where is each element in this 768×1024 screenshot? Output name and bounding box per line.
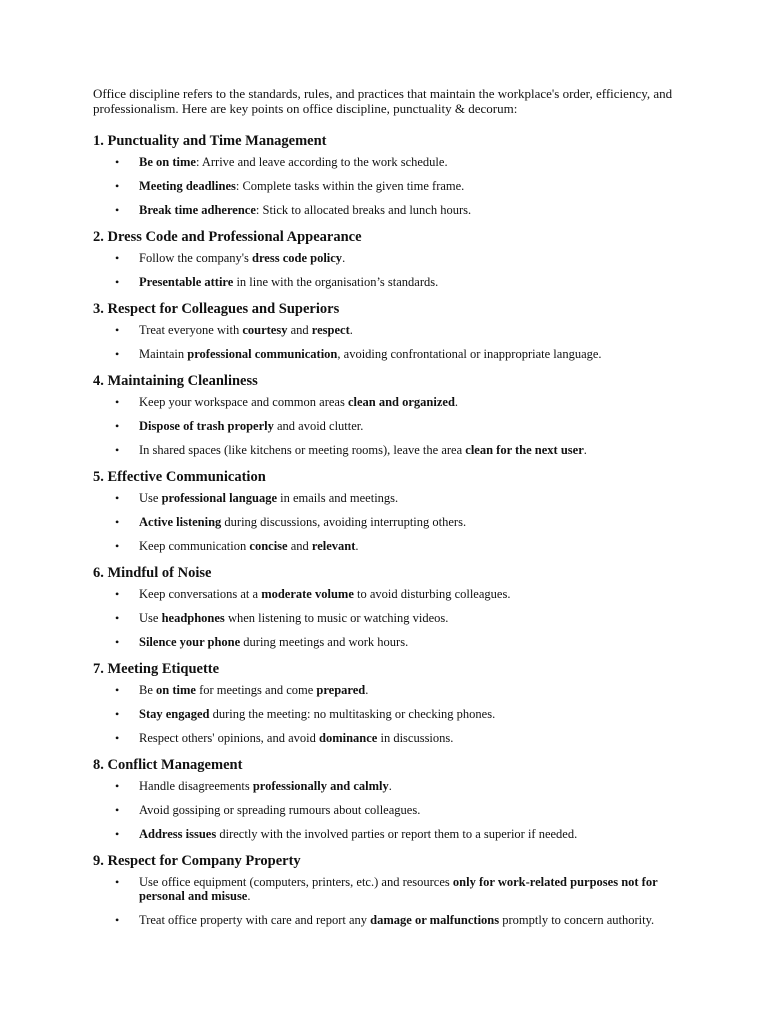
bullet-icon: • <box>115 779 120 793</box>
emphasis-text: Stay engaged <box>139 707 210 721</box>
list-item <box>93 348 683 362</box>
list-item <box>93 828 683 842</box>
bullet-icon: • <box>115 491 120 505</box>
bullet-list <box>93 252 683 290</box>
emphasis-text: prepared <box>316 683 366 697</box>
item-text: , avoiding confrontational or inappropriate language. <box>337 347 602 361</box>
list-item <box>93 876 683 903</box>
item-text: and avoid clutter. <box>273 419 364 433</box>
section-heading: 3. Respect for Colleagues and Superiors <box>93 301 340 317</box>
item-text: In shared spaces (like kitchens or meeting rooms), leave the area <box>139 443 466 457</box>
bullet-icon: • <box>115 707 120 721</box>
item-text: to avoid disturbing colleagues. <box>353 587 511 601</box>
item-text: . <box>342 251 346 265</box>
intro-paragraph: Office discipline refers to the standards, rules, and practices that maintain the workplace's order, efficiency, and professionalism. Here are key points on office discipline, punctuality & decorum: <box>93 86 673 116</box>
bullet-list <box>93 876 683 927</box>
list-item <box>93 914 683 928</box>
list-item <box>93 804 683 818</box>
emphasis-text: professional communication <box>187 347 338 361</box>
list-item <box>93 684 683 698</box>
section-heading: 5. Effective Communication <box>93 469 266 485</box>
list-item <box>93 708 683 722</box>
item-text: Maintain <box>139 347 188 361</box>
emphasis-text: Presentable attire <box>139 275 234 289</box>
item-text: and <box>287 539 312 553</box>
list-item <box>93 636 683 650</box>
item-text: Be <box>139 683 157 697</box>
emphasis-text: Active listening <box>139 515 222 529</box>
list-item <box>93 180 683 194</box>
emphasis-text: clean and organized <box>347 395 455 409</box>
bullet-icon: • <box>115 203 120 217</box>
bullet-list <box>93 588 683 650</box>
bullet-icon: • <box>115 827 120 841</box>
item-text: . <box>583 443 587 457</box>
bullet-icon: • <box>115 683 120 697</box>
item-text: during the meeting: no multitasking or checking phones. <box>209 707 496 721</box>
list-item <box>93 732 683 746</box>
emphasis-text: professional language <box>161 491 277 505</box>
emphasis-text: Break time adherence <box>139 203 256 217</box>
list-item <box>93 516 683 530</box>
item-text: Use <box>139 611 162 625</box>
list-item <box>93 612 683 626</box>
list-item <box>93 204 683 218</box>
item-text: . <box>365 683 369 697</box>
emphasis-text: concise <box>249 539 288 553</box>
bullet-icon: • <box>115 803 120 817</box>
document-page <box>93 87 683 938</box>
section-heading: 4. Maintaining Cleanliness <box>93 373 258 389</box>
item-text: : Complete tasks within the given time frame. <box>235 179 465 193</box>
item-text: directly with the involved parties or report them to a superior if needed. <box>216 827 578 841</box>
list-item <box>93 444 683 458</box>
emphasis-text: only for work-related purposes not for personal and misuse <box>139 875 658 903</box>
emphasis-text: professionally and calmly <box>252 779 389 793</box>
emphasis-text: headphones <box>161 611 225 625</box>
emphasis-text: Dispose of trash properly <box>139 419 274 433</box>
sections-container <box>93 132 683 927</box>
bullet-icon: • <box>115 347 120 361</box>
bullet-icon: • <box>115 419 120 433</box>
bullet-icon: • <box>115 731 120 745</box>
bullet-icon: • <box>115 323 120 337</box>
emphasis-text: Meeting deadlines <box>139 179 236 193</box>
item-text: promptly to concern authority. <box>499 912 655 927</box>
emphasis-text: respect <box>311 323 350 337</box>
item-text: Keep communication <box>139 539 250 553</box>
item-text: during meetings and work hours. <box>240 635 409 649</box>
item-text: during discussions, avoiding interrupting others. <box>221 515 467 529</box>
item-text: for meetings and come <box>195 683 317 697</box>
section-heading: 8. Conflict Management <box>93 757 243 773</box>
item-text: Keep conversations at a <box>139 587 262 601</box>
emphasis-text: dress code policy <box>252 251 343 265</box>
bullet-icon: • <box>115 611 120 625</box>
list-item <box>93 420 683 434</box>
item-text: Use <box>139 491 162 505</box>
bullet-list <box>93 492 683 554</box>
list-item <box>93 252 683 266</box>
bullet-icon: • <box>115 587 120 601</box>
bullet-icon: • <box>115 395 120 409</box>
emphasis-text: Be on time <box>139 155 196 169</box>
bullet-icon: • <box>115 515 120 529</box>
list-item <box>93 540 683 554</box>
bullet-icon: • <box>115 251 120 265</box>
emphasis-text: moderate volume <box>261 587 354 601</box>
list-item <box>93 588 683 602</box>
emphasis-text: clean for the next user <box>465 443 584 457</box>
item-text: : Arrive and leave according to the work schedule. <box>195 155 448 169</box>
section-heading: 6. Mindful of Noise <box>93 565 212 581</box>
bullet-icon: • <box>115 155 120 169</box>
emphasis-text: dominance <box>319 731 378 745</box>
emphasis-text: Address issues <box>139 827 217 841</box>
bullet-icon: • <box>115 539 120 553</box>
item-text: Keep your workspace and common areas <box>139 395 348 409</box>
item-text: Respect others' opinions, and avoid <box>139 731 319 745</box>
item-text: in line with the organisation’s standards. <box>233 275 439 289</box>
section-heading: 9. Respect for Company Property <box>93 853 301 869</box>
emphasis-text: courtesy <box>242 323 288 337</box>
item-text: : Stick to allocated breaks and lunch hours. <box>255 203 472 217</box>
item-text: . <box>355 539 359 553</box>
list-item <box>93 324 683 338</box>
emphasis-text: relevant <box>311 539 356 553</box>
emphasis-text: on time <box>156 683 196 697</box>
item-text: and <box>287 323 312 337</box>
item-text: . <box>388 779 392 793</box>
item-text: Treat office property with care and report any <box>139 912 371 927</box>
item-text: Follow the company's <box>139 251 253 265</box>
list-item <box>93 396 683 410</box>
item-text: . <box>349 323 353 337</box>
bullet-list <box>93 780 683 842</box>
emphasis-text: damage or malfunctions <box>370 912 500 927</box>
section-heading: 1. Punctuality and Time Management <box>93 133 327 149</box>
list-item <box>93 492 683 506</box>
bullet-icon: • <box>115 635 120 649</box>
item-text: in discussions. <box>377 731 454 745</box>
list-item <box>93 276 683 290</box>
section-heading: 2. Dress Code and Professional Appearance <box>93 229 362 245</box>
bullet-icon: • <box>115 275 120 289</box>
item-text: . <box>247 888 251 903</box>
section-heading: 7. Meeting Etiquette <box>93 661 220 677</box>
item-text: Handle disagreements <box>139 779 253 793</box>
item-text: . <box>454 395 459 409</box>
bullet-list <box>93 324 683 362</box>
bullet-icon: • <box>115 875 120 889</box>
emphasis-text: Silence your phone <box>139 635 241 649</box>
item-text: in emails and meetings. <box>277 491 399 505</box>
list-item <box>93 156 683 170</box>
item-text: Use office equipment (computers, printers, etc.) and resources <box>139 875 453 889</box>
bullet-icon: • <box>115 179 120 193</box>
item-text: Avoid gossiping or spreading rumours about colleagues. <box>139 803 421 817</box>
item-text: when listening to music or watching videos. <box>224 611 449 625</box>
item-text: Treat everyone with <box>139 323 243 337</box>
list-item <box>93 780 683 794</box>
bullet-icon: • <box>115 912 120 927</box>
bullet-list <box>93 396 683 458</box>
bullet-list <box>93 156 683 218</box>
bullet-icon: • <box>115 443 120 457</box>
bullet-list <box>93 684 683 746</box>
